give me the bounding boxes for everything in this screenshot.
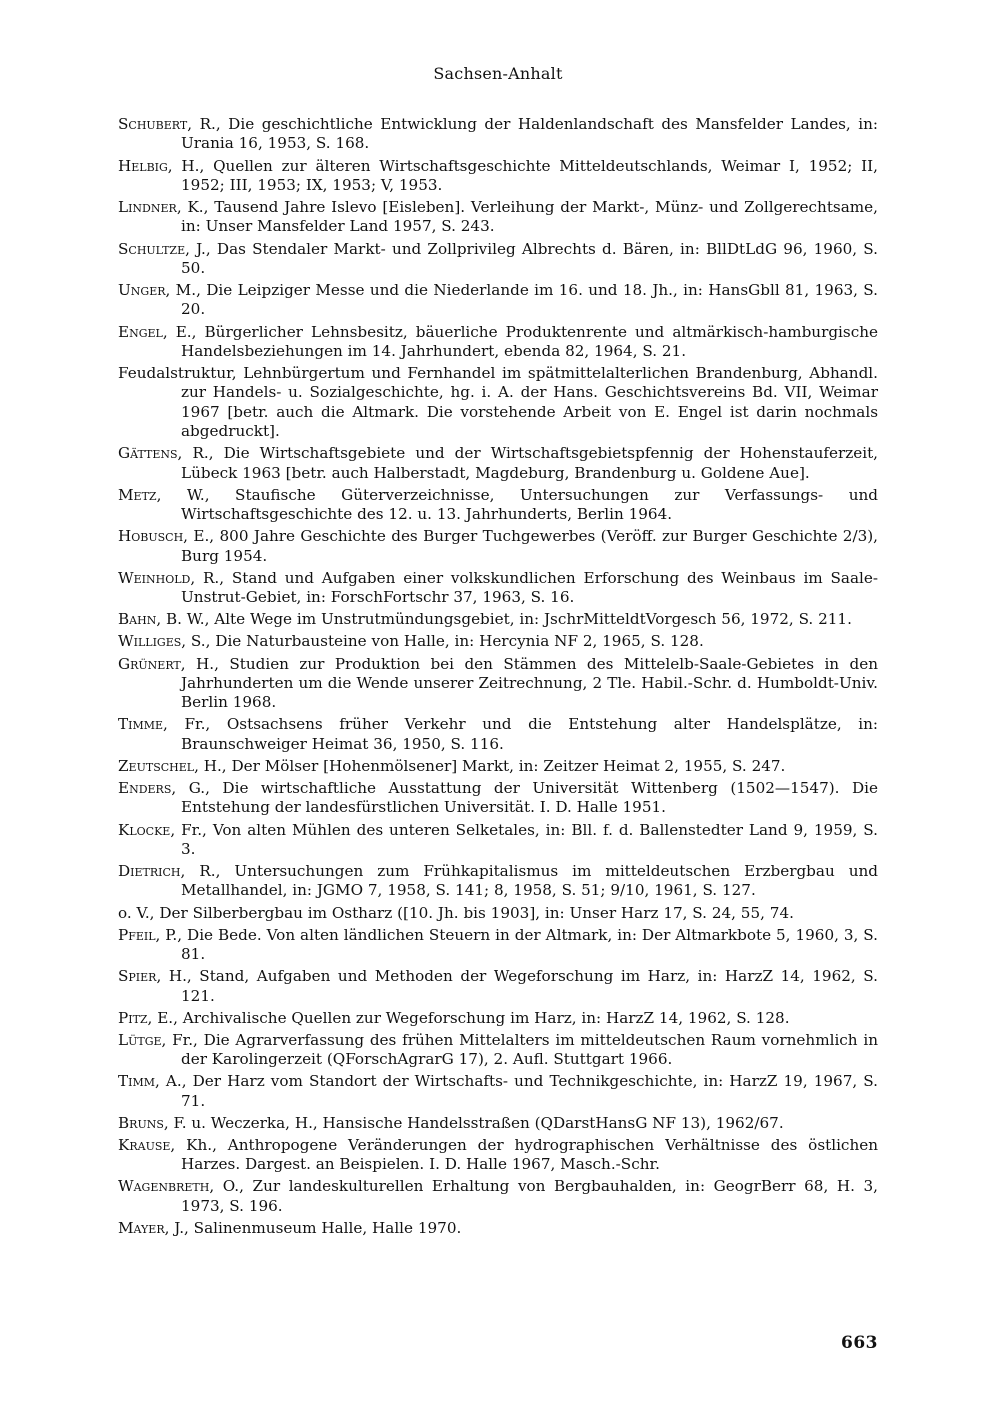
- bibliography-list: [118, 115, 878, 1241]
- entry-text: , Fr., Von alten Mühlen des unteren Selketales, in: Bll. f. d. Ballenstedter Land 9, 1959, S. 3.: [170, 820, 878, 858]
- entry-text: , H., Studien zur Produktion bei den Stämmen des Mittelelb-Saale-Gebietes in den Jahrhunderten um die Wende unserer Zeitrechnung, 2 Tle. Habil.-Schr. d. Humboldt-Univ. Berlin 1968.: [180, 654, 878, 712]
- bibliography-entry: [118, 1136, 878, 1175]
- entry-text: , E., 800 Jahre Geschichte des Burger Tuchgewerbes (Veröff. zur Burger Geschichte 2/3), Burg 1954.: [181, 527, 878, 565]
- entry-text: , J., Das Stendaler Markt- und Zollprivileg Albrechts d. Bären, in: BllDtLdG 96, 1960, S. 50.: [181, 239, 878, 277]
- entry-author: Gättens: [118, 444, 178, 463]
- bibliography-entry: [118, 1177, 878, 1216]
- entry-author: Spier: [118, 967, 157, 986]
- bibliography-entry: [118, 444, 878, 483]
- entry-author: Pitz: [118, 1008, 148, 1027]
- entry-text: , E., Archivalische Quellen zur Wegeforschung im Harz, in: HarzZ 14, 1962, S. 128.: [147, 1008, 790, 1027]
- entry-text: , G., Die wirtschaftliche Ausstattung der Universität Wittenberg (1502—1547). Die Entstehung der landesfürstlichen Universität. I. D. Halle 1951.: [171, 779, 878, 817]
- bibliography-entry: [118, 281, 878, 320]
- page-number: 663: [841, 1333, 878, 1353]
- entry-text: , R., Untersuchungen zum Frühkapitalismus im mitteldeutschen Erzbergbau und Metallhandel, in: JGMO 7, 1958, S. 141; 8, 1958, S. 51; 9/10, 1961, S. 127.: [180, 862, 878, 900]
- entry-author: Weinhold: [118, 568, 191, 587]
- entry-text: , Fr., Die Agrarverfassung des frühen Mittelalters im mitteldeutschen Raum vornehmlich in der Karolingerzeit (QForschAgrarG 17), 2. Aufl. Stuttgart 1966.: [161, 1030, 878, 1069]
- entry-author: Krause: [118, 1135, 171, 1154]
- bibliography-entry: [118, 926, 878, 965]
- entry-author: Hobusch: [118, 527, 184, 546]
- entry-author: Dietrich: [118, 862, 181, 880]
- bibliography-entry: [118, 569, 878, 608]
- entry-author: Schultze: [118, 239, 186, 258]
- entry-text: , S., Die Naturbausteine von Halle, in: Hercynia NF 2, 1965, S. 128.: [181, 632, 704, 651]
- entry-text: , P., Die Bede. Von alten ländlichen Steuern in der Altmark, in: Der Altmarkbote 5, 1960, 3, S. 81.: [155, 925, 878, 963]
- entry-text: , W., Staufische Güterverzeichnisse, Untersuchungen zur Verfassungs- und Wirtschaftsgeschichte des 12. u. 13. Jahrhunderts, Berlin 1964.: [156, 485, 878, 524]
- entry-text: o. V., Der Silberbergbau im Ostharz ([10. Jh. bis 1903], in: Unser Harz 17, S. 24, 55, 74.: [118, 903, 794, 922]
- entry-author: Wagenbreth: [118, 1177, 210, 1196]
- entry-text: , R., Die geschichtliche Entwicklung der Haldenlandschaft des Mansfelder Landes, in: Urania 16, 1953, S. 168.: [181, 115, 878, 153]
- entry-author: Zeutschel: [118, 756, 195, 775]
- entry-text: , O., Zur landeskulturellen Erhaltung von Bergbauhalden, in: GeogrBerr 68, H. 3, 1973, S. 196.: [181, 1177, 878, 1215]
- bibliography-entry: [118, 904, 878, 923]
- entry-author: Engel: [118, 322, 163, 341]
- bibliography-entry: [118, 527, 878, 566]
- entry-text: , H., Quellen zur älteren Wirtschaftsgeschichte Mitteldeutschlands, Weimar I, 1952; II, 1952; III, 1953; IX, 1953; V, 1953.: [167, 156, 878, 194]
- entry-author: Timme: [118, 715, 164, 734]
- entry-author: Mayer: [118, 1218, 165, 1237]
- entry-author: Bruns: [118, 1113, 164, 1132]
- entry-text: , R., Die Wirtschaftsgebiete und der Wirtschaftsgebietspfennig der Hohenstauferzeit, Lübeck 1963 [betr. auch Halberstadt, Magdeburg, Brandenburg u. Goldene Aue].: [177, 444, 878, 482]
- bibliography-entry: [118, 1031, 878, 1070]
- entry-text: , Kh., Anthropogene Veränderungen der hydrographischen Verhältnisse des östlichen Harzes. Dargest. an Beispielen. I. D. Halle 1967, Masch.-Schr.: [170, 1135, 878, 1174]
- entry-author: Schubert: [118, 115, 188, 133]
- bibliography-entry: [118, 157, 878, 196]
- entry-text: , M., Die Leipziger Messe und die Niederlande im 16. und 18. Jh., in: HansGbll 81, 1963, S. 20.: [165, 281, 878, 319]
- bibliography-entry: [118, 323, 878, 362]
- bibliography-entry: [118, 757, 878, 776]
- entry-text: Feudalstruktur, Lehnbürgertum und Fernhandel im spätmittelalterlichen Brandenburg, Abhandl. zur Handels- u. Sozialgeschichte, hg. i. A. der Hans. Geschichtsvereins Bd. VII, Weimar 1967 [betr. auch die Altmark. Die vorstehende Arbeit von E. Engel ist darin nochmals abgedruckt].: [118, 364, 878, 441]
- entry-text: , H., Der Mölser [Hohenmölsener] Markt, in: Zeitzer Heimat 2, 1955, S. 247.: [194, 756, 786, 775]
- bibliography-entry: [118, 655, 878, 713]
- entry-text: , F. u. Weczerka, H., Hansische Handelsstraßen (QDarstHansG NF 13), 1962/67.: [163, 1113, 784, 1132]
- bibliography-entry: [118, 632, 878, 651]
- entry-text: , E., Bürgerlicher Lehnsbesitz, bäuerliche Produktenrente und altmärkisch-hamburgische Handelsbeziehungen im 14. Jahrhundert, ebenda 82, 1964, S. 21.: [162, 322, 878, 360]
- bibliography-entry: [118, 610, 878, 629]
- entry-text: , J., Salinenmuseum Halle, Halle 1970.: [164, 1218, 462, 1237]
- entry-author: Lütge: [118, 1030, 162, 1049]
- bibliography-entry: [118, 1072, 878, 1111]
- entry-author: Metz: [118, 485, 157, 504]
- entry-author: Williges: [118, 632, 182, 651]
- bibliography-entry: [118, 821, 878, 860]
- book-page: [118, 0, 878, 1419]
- bibliography-entry: [118, 486, 878, 525]
- entry-text: , Fr., Ostsachsens früher Verkehr und die Entstehung alter Handelsplätze, in: Braunschweiger Heimat 36, 1950, S. 116.: [163, 715, 878, 753]
- entry-author: Bahn: [118, 610, 157, 629]
- entry-author: Unger: [118, 281, 166, 299]
- bibliography-entry: [118, 967, 878, 1006]
- entry-author: Timm: [118, 1072, 156, 1091]
- bibliography-entry: [118, 779, 878, 818]
- entry-text: , R., Stand und Aufgaben einer volkskundlichen Erforschung des Weinbaus im Saale-Unstrut-Gebiet, in: ForschFortschr 37, 1963, S. 16.: [181, 568, 878, 607]
- running-head: Sachsen-Anhalt: [433, 64, 563, 83]
- entry-author: Helbig: [118, 156, 168, 175]
- entry-author: Pfeil: [118, 925, 156, 944]
- entry-text: , K., Tausend Jahre Islevo [Eisleben]. Verleihung der Markt-, Münz- und Zollgerechtsame, in: Unser Mansfelder Land 1957, S. 243.: [176, 198, 878, 236]
- bibliography-entry: [118, 115, 878, 154]
- entry-author: Lindner: [118, 198, 177, 216]
- bibliography-entry: [118, 715, 878, 754]
- bibliography-entry: [118, 1114, 878, 1133]
- bibliography-entry: [118, 862, 878, 901]
- bibliography-entry: [118, 1219, 878, 1238]
- entry-text: , A., Der Harz vom Standort der Wirtschafts- und Technikgeschichte, in: HarzZ 19, 1967, S. 71.: [155, 1072, 878, 1110]
- entry-author: Enders: [118, 779, 172, 797]
- bibliography-entry: [118, 1009, 878, 1028]
- entry-text: , H., Stand, Aufgaben und Methoden der Wegeforschung im Harz, in: HarzZ 14, 1962, S. 121.: [156, 967, 878, 1005]
- bibliography-entry: [118, 198, 878, 237]
- bibliography-entry: [118, 364, 878, 442]
- entry-author: Klocke: [118, 820, 171, 839]
- bibliography-entry: [118, 240, 878, 279]
- entry-text: , B. W., Alte Wege im Unstrutmündungsgebiet, in: JschrMitteldtVorgesch 56, 1972, S. 211.: [156, 610, 852, 629]
- entry-author: Grünert: [118, 654, 181, 673]
